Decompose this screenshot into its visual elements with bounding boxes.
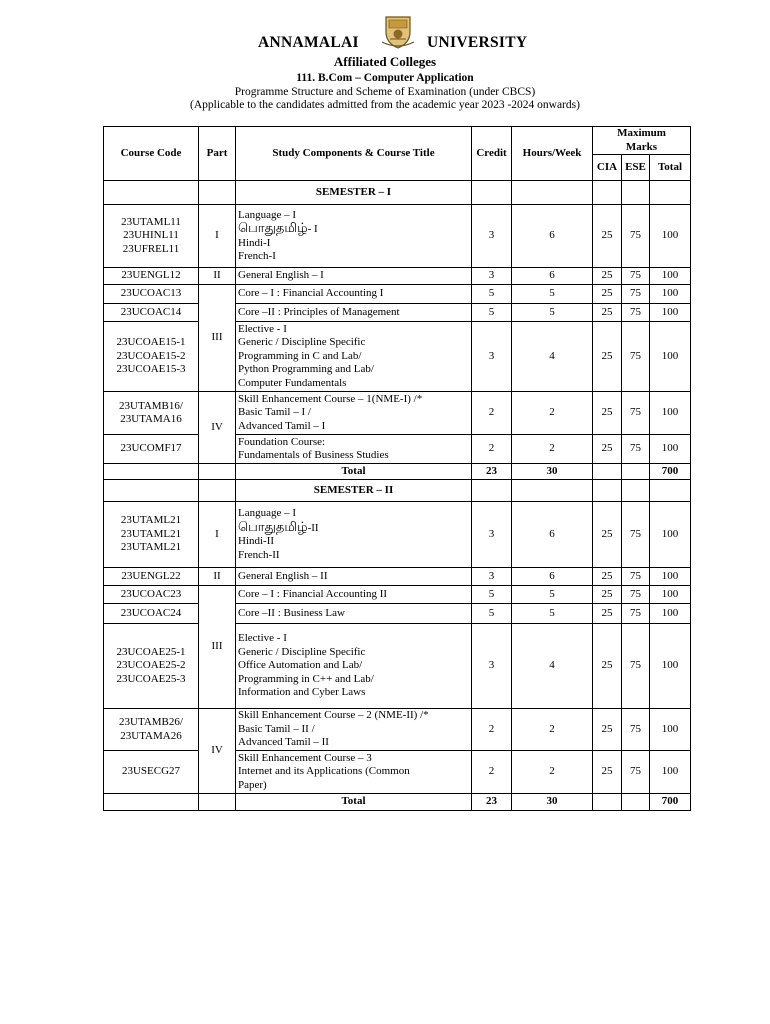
- ese-cell: 75: [622, 502, 650, 568]
- university-name-left: ANNAMALAI: [258, 34, 359, 51]
- total-label: Total: [236, 794, 472, 811]
- hours-cell: 2: [512, 435, 593, 464]
- credit-cell: 2: [472, 435, 512, 464]
- course-title-line: Office Automation and Lab/: [238, 659, 363, 672]
- course-title-line: French-I: [238, 250, 276, 262]
- affiliated-colleges-heading: Affiliated Colleges: [333, 54, 437, 69]
- col-header-ese: ESE: [622, 155, 650, 181]
- tamil-suffix: -II: [307, 521, 319, 534]
- part-cell: II: [199, 568, 236, 586]
- table-row: [104, 435, 691, 464]
- total-cell: 100: [650, 435, 691, 464]
- credit-cell: 3: [472, 205, 512, 268]
- table-row: [104, 502, 691, 568]
- total-cell: 100: [650, 322, 691, 392]
- course-title-line: Programming in C and Lab/: [238, 349, 362, 362]
- ese-cell: 75: [622, 624, 650, 709]
- part-cell: III: [199, 285, 236, 392]
- table-row: [104, 624, 691, 709]
- cia-cell: 25: [593, 285, 622, 304]
- col-header-part: Part: [199, 127, 236, 181]
- course-code-line: 23UFREL11: [122, 242, 180, 255]
- semester-1-header-row: [104, 181, 691, 205]
- course-title-line: Language – I: [238, 208, 297, 221]
- hours-cell: 2: [512, 751, 593, 794]
- cia-cell: 25: [593, 624, 622, 709]
- semester-2-header-row: [104, 480, 691, 502]
- course-title-line: Fundamentals of Business Studies: [238, 449, 389, 461]
- total-marks: 700: [650, 464, 691, 480]
- hours-cell: 2: [512, 709, 593, 751]
- hours-cell: 5: [512, 304, 593, 322]
- hours-cell: 5: [512, 586, 593, 604]
- semester-1-title: SEMESTER – I: [236, 181, 472, 205]
- semester-2-title: SEMESTER – II: [236, 480, 472, 502]
- total-cell: 100: [650, 586, 691, 604]
- hours-cell: 4: [512, 322, 593, 392]
- course-code-line: 23UHINL11: [123, 229, 179, 242]
- course-title-line: French-II: [238, 548, 280, 561]
- credit-cell: 5: [472, 586, 512, 604]
- course-title-line: Basic Tamil – I /: [238, 406, 311, 419]
- course-title: [236, 322, 472, 392]
- tamil-text: பொதுதமிழ்: [238, 221, 308, 236]
- total-cell: 100: [650, 751, 691, 794]
- ese-cell: 75: [622, 751, 650, 794]
- course-code-line: 23UTAMA26: [120, 729, 182, 742]
- cia-cell: 25: [593, 435, 622, 464]
- course-title: [236, 205, 472, 268]
- part-cell: IV: [199, 709, 236, 794]
- course-title-line: Elective - I: [238, 322, 287, 335]
- total-cell: 100: [650, 304, 691, 322]
- hours-cell: 6: [512, 268, 593, 285]
- course-title-line: Python Programming and Lab/: [238, 363, 374, 376]
- course-title: Core – I : Financial Accounting II: [236, 586, 472, 604]
- course-code: 23UCOAC13: [104, 285, 199, 304]
- total-label: Total: [236, 464, 472, 480]
- table-row: [104, 268, 691, 285]
- course-title-line: Skill Enhancement Course – 1(NME-I) /*: [238, 392, 423, 405]
- credit-cell: 5: [472, 304, 512, 322]
- part-cell: IV: [199, 392, 236, 464]
- programme-title: 111. B.Com – Computer Application: [296, 72, 474, 84]
- total-credit: 23: [472, 794, 512, 811]
- tamil-text: பொதுதமிழ்: [238, 519, 308, 535]
- table-row: [104, 285, 691, 304]
- cia-cell: 25: [593, 392, 622, 435]
- course-code-line: 23UCOAE15-2: [116, 349, 186, 362]
- credit-cell: 2: [472, 392, 512, 435]
- course-code-line: 23UCOAE25-1: [116, 645, 186, 658]
- ese-cell: 75: [622, 709, 650, 751]
- ese-cell: 75: [622, 435, 650, 464]
- course-code-line: 23UTAMB16/: [119, 399, 183, 412]
- course-code-line: 23UTAML21: [120, 527, 182, 540]
- cia-cell: 25: [593, 304, 622, 322]
- cia-cell: 25: [593, 568, 622, 586]
- ese-cell: 75: [622, 568, 650, 586]
- total-marks: 700: [650, 794, 691, 811]
- total-cell: 100: [650, 604, 691, 624]
- hours-cell: 6: [512, 568, 593, 586]
- ese-cell: 75: [622, 285, 650, 304]
- course-title-line: Paper): [238, 778, 267, 791]
- total-cell: 100: [650, 392, 691, 435]
- cia-cell: 25: [593, 268, 622, 285]
- total-hours: 30: [512, 464, 593, 480]
- course-code-line: 23UCOAE15-1: [116, 336, 186, 349]
- table-row: [104, 586, 691, 604]
- credit-cell: 2: [472, 751, 512, 794]
- course-title: Core –II : Principles of Management: [236, 304, 472, 322]
- course-title: Core – I : Financial Accounting I: [236, 285, 472, 304]
- course-title: [236, 709, 472, 751]
- course-code: [104, 392, 199, 435]
- cia-cell: 25: [593, 502, 622, 568]
- table-row: [104, 304, 691, 322]
- course-code-line: 23UTAMB26/: [119, 716, 183, 728]
- part-cell: III: [199, 586, 236, 709]
- course-code: [104, 624, 199, 709]
- course-title: General English – II: [236, 568, 472, 586]
- hours-cell: 5: [512, 285, 593, 304]
- course-title-line: Skill Enhancement Course – 3: [238, 751, 372, 764]
- part-cell: I: [199, 502, 236, 568]
- course-code: 23UCOAC23: [104, 586, 199, 604]
- table-row: [104, 751, 691, 794]
- course-title-line: Basic Tamil – II /: [238, 722, 315, 735]
- table-row: [104, 568, 691, 586]
- credit-cell: 3: [472, 624, 512, 709]
- cia-cell: 25: [593, 586, 622, 604]
- table-row: [104, 709, 691, 751]
- course-code: 23USECG27: [104, 751, 199, 794]
- ese-cell: 75: [622, 322, 650, 392]
- course-title-line: Generic / Discipline Specific: [238, 336, 366, 349]
- hours-cell: 6: [512, 205, 593, 268]
- course-title-line: Skill Enhancement Course – 2 (NME-II) /*: [238, 709, 429, 722]
- hours-cell: 4: [512, 624, 593, 709]
- course-title: Core –II : Business Law: [236, 604, 472, 624]
- cia-cell: 25: [593, 322, 622, 392]
- total-hours: 30: [512, 794, 593, 811]
- applicable-note: (Applicable to the candidates admitted from the academic year 2023 -2024 onwards): [190, 99, 580, 111]
- col-header-credit: Credit: [472, 127, 512, 181]
- hours-cell: 5: [512, 604, 593, 624]
- ese-cell: 75: [622, 205, 650, 268]
- course-title: [236, 624, 472, 709]
- part-cell: I: [199, 205, 236, 268]
- course-title-line: Programming in C++ and Lab/: [238, 672, 374, 685]
- course-scheme-table: [103, 126, 691, 811]
- course-code: 23UCOAC14: [104, 304, 199, 322]
- credit-cell: 5: [472, 604, 512, 624]
- col-header-total: Total: [650, 155, 691, 181]
- course-title-line: Hindi-II: [238, 535, 275, 547]
- table-row: [104, 392, 691, 435]
- col-header-study: Study Components & Course Title: [236, 127, 472, 181]
- course-title-line: Information and Cyber Laws: [238, 686, 366, 699]
- tamil-suffix: - I: [307, 223, 318, 235]
- ese-cell: 75: [622, 392, 650, 435]
- ese-cell: 75: [622, 268, 650, 285]
- course-code: [104, 205, 199, 268]
- col-header-course-code: Course Code: [104, 127, 199, 181]
- ese-cell: 75: [622, 604, 650, 624]
- course-code-line: 23UCOAE15-3: [116, 363, 186, 376]
- cia-cell: 25: [593, 751, 622, 794]
- credit-cell: 3: [472, 502, 512, 568]
- hours-cell: 6: [512, 502, 593, 568]
- course-title: [236, 392, 472, 435]
- course-title: [236, 751, 472, 794]
- course-code-line: 23UTAML21: [120, 514, 182, 527]
- course-title-line: Foundation Course:: [238, 435, 326, 448]
- course-title-line: Elective - I: [238, 632, 287, 645]
- course-title-line: Advanced Tamil – II: [238, 736, 329, 749]
- course-code-line: 23UCOAE25-2: [116, 659, 186, 672]
- course-title: General English – I: [236, 268, 472, 285]
- table-header-row: [104, 127, 691, 155]
- semester-2-total-row: [104, 794, 691, 811]
- col-header-cia: CIA: [593, 155, 622, 181]
- total-cell: 100: [650, 568, 691, 586]
- course-title-line: [238, 521, 469, 536]
- total-cell: 100: [650, 502, 691, 568]
- course-title: [236, 435, 472, 464]
- course-title-line: Language – I: [238, 507, 297, 519]
- course-title: [236, 502, 472, 568]
- course-code: 23UCOAC24: [104, 604, 199, 624]
- semester-1-total-row: [104, 464, 691, 480]
- cia-cell: 25: [593, 205, 622, 268]
- course-code: 23UCOMF17: [104, 435, 199, 464]
- total-credit: 23: [472, 464, 512, 480]
- cia-cell: 25: [593, 604, 622, 624]
- total-cell: 100: [650, 709, 691, 751]
- course-title-line: Computer Fundamentals: [238, 376, 347, 389]
- course-title-line: [238, 222, 469, 237]
- course-code: 23UENGL22: [104, 568, 199, 586]
- course-code-line: 23UTAML11: [121, 215, 181, 228]
- credit-cell: 2: [472, 709, 512, 751]
- course-code: [104, 709, 199, 751]
- course-code-line: 23UTAMA16: [120, 413, 182, 425]
- university-title-row: [0, 14, 770, 54]
- university-emblem-icon: [380, 14, 416, 50]
- course-code: [104, 502, 199, 568]
- course-code-line: 23UTAML21: [120, 541, 182, 554]
- course-code: 23UENGL12: [104, 268, 199, 285]
- course-title-line: Internet and its Applications (Common: [238, 765, 410, 778]
- ese-cell: 75: [622, 304, 650, 322]
- total-cell: 100: [650, 285, 691, 304]
- part-cell: II: [199, 268, 236, 285]
- col-header-max-marks: [593, 127, 691, 155]
- table-row: [104, 322, 691, 392]
- table-row: [104, 604, 691, 624]
- credit-cell: 3: [472, 568, 512, 586]
- scheme-subtitle: Programme Structure and Scheme of Examination (under CBCS): [234, 86, 536, 98]
- course-title-line: Generic / Discipline Specific: [238, 645, 366, 658]
- total-cell: 100: [650, 205, 691, 268]
- cia-cell: 25: [593, 709, 622, 751]
- table-row: [104, 205, 691, 268]
- credit-cell: 3: [472, 268, 512, 285]
- max-marks-line1: Maximum: [617, 127, 666, 139]
- credit-cell: 3: [472, 322, 512, 392]
- course-code-line: 23UCOAE25-3: [116, 672, 186, 685]
- credit-cell: 5: [472, 285, 512, 304]
- total-cell: 100: [650, 624, 691, 709]
- max-marks-line2: Marks: [625, 140, 658, 153]
- university-name-right: UNIVERSITY: [427, 34, 528, 51]
- course-title-line: Advanced Tamil – I: [238, 419, 326, 432]
- course-code: [104, 322, 199, 392]
- total-cell: 100: [650, 268, 691, 285]
- hours-cell: 2: [512, 392, 593, 435]
- col-header-hours: Hours/Week: [512, 127, 593, 181]
- course-title-line: Hindi-I: [238, 236, 271, 249]
- ese-cell: 75: [622, 586, 650, 604]
